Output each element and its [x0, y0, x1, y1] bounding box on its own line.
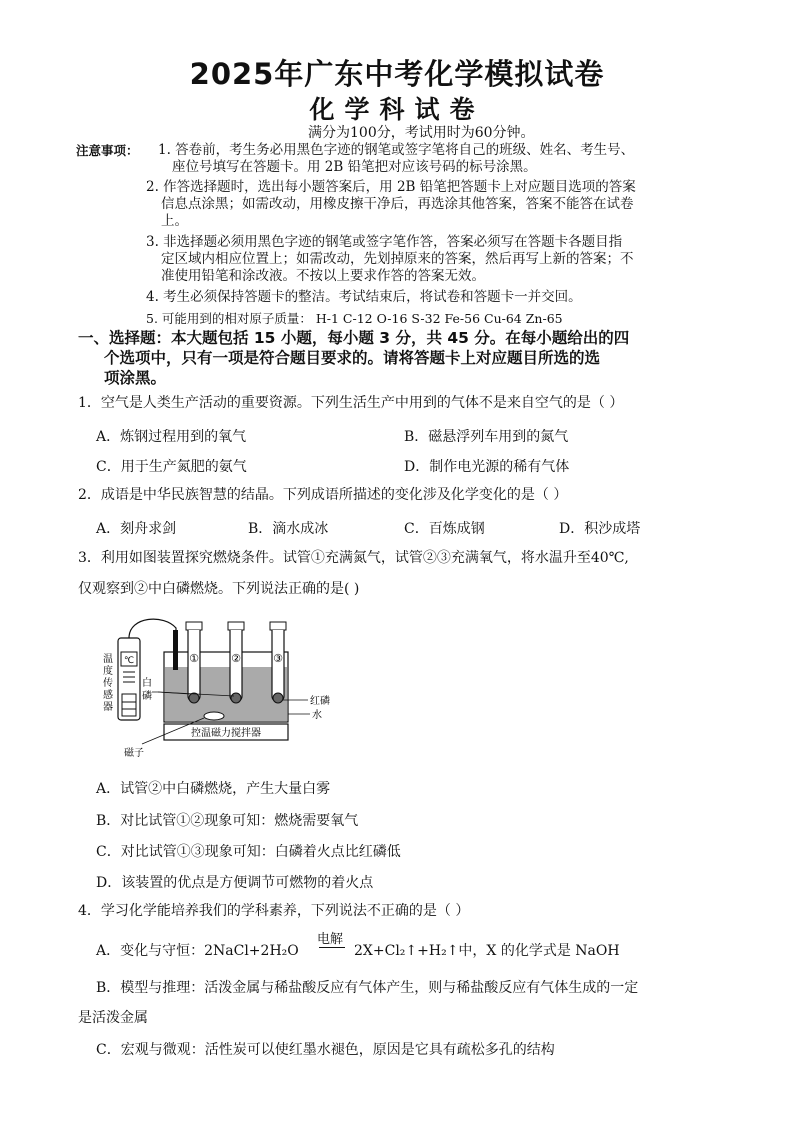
question-3-stem: 仅观察到②中白磷燃烧。下列说法正确的是( )	[78, 581, 360, 597]
sensor-display-unit: ℃	[123, 656, 135, 666]
question-1-stem: 1．空气是人类生产活动的重要资源。下列生活生产中用到的气体不是来自空气的是（ ）	[78, 395, 624, 411]
notice-item: 信息点涂黑；如需改动，用橡皮擦干净后，再选涂其他答案，答案不能答在试卷	[161, 196, 634, 212]
q4-option-b: B．模型与推理：活泼金属与稀盐酸反应有气体产生，则与稀盐酸反应有气体生成的一定	[96, 980, 639, 996]
q3-option-d: D．该装置的优点是方便调节可燃物的着火点	[96, 875, 374, 891]
question-4-stem: 4．学习化学能培养我们的学科素养，下列说法不正确的是（ ）	[78, 903, 470, 919]
water-bath	[165, 667, 287, 721]
q1-option-c: C．用于生产氮肥的氨气	[96, 459, 247, 475]
question-3-stem: 3．利用如图装置探究燃烧条件。试管①充满氮气，试管②③充满氧气，将水温升至40℃,	[78, 550, 629, 566]
section-line: 一、选择题：本大题包括 15 小题，每小题 3 分，共 45 分。在每小题给出的四	[78, 329, 630, 347]
q4-option-a-condition: 电解	[317, 932, 344, 947]
notice-item: 1. 答卷前，考生务必用黑色字迹的钢笔或签字笔将自己的班级、姓名、考生号、	[158, 142, 635, 158]
q1-option-b: B．磁悬浮列车用到的氮气	[404, 429, 569, 445]
notice-item: 4. 考生必须保持答题卡的整洁。考试结束后，将试卷和答题卡一并交回。	[146, 289, 582, 305]
notice-item: 座位号填写在答题卡。用 2B 铅笔把对应该号码的标号涂黑。	[172, 159, 537, 175]
sensor-char: 度	[103, 666, 113, 677]
sensor-char: 器	[103, 702, 113, 713]
notice-item: 3. 非选择题必须用黑色字迹的钢笔或签字笔作答，答案必须写在答题卡各题目指	[146, 234, 623, 250]
apparatus-figure	[94, 610, 334, 760]
tube-label: ①	[189, 652, 199, 665]
white-phosphorus-label: 白	[142, 678, 152, 689]
q3-option-a: A．试管②中白磷燃烧，产生大量白雾	[96, 781, 331, 797]
notice-item: 5. 可能用到的相对原子质量： H-1 C-12 O-16 S-32 Fe-56 Cu-64 Zn-65	[146, 311, 563, 326]
page-title: 2025年广东中考化学模拟试卷	[189, 57, 605, 91]
q2-option-d: D．积沙成塔	[559, 521, 641, 537]
q4-option-a-post: 2X+Cl₂↑+H₂↑中，X 的化学式是 NaOH	[354, 943, 620, 959]
notice-item: 2. 作答选择题时，选出每小题答案后，用 2B 铅笔把答题卡上对应题目选项的答案	[146, 179, 636, 195]
question-2-stem: 2．成语是中华民族智慧的结晶。下列成语所描述的变化涉及化学变化的是（ ）	[78, 487, 568, 503]
sensor-char: 传	[103, 678, 113, 689]
tube-label: ②	[231, 652, 241, 665]
q3-option-c: C．对比试管①③现象可知：白磷着火点比红磷低	[96, 844, 401, 860]
stirrer-label: 控温磁力搅拌器	[191, 728, 261, 739]
sensor-char: 温	[103, 654, 113, 665]
stir-bar-label: 磁子	[124, 748, 144, 759]
q4-option-a-pre: A．变化与守恒：2NaCl+2H₂O	[96, 943, 299, 959]
notice-item: 上。	[161, 213, 188, 229]
q4-option-c: C．宏观与微观：活性炭可以使红墨水褪色，原因是它具有疏松多孔的结构	[96, 1042, 555, 1058]
q4-option-b-cont: 是活泼金属	[78, 1010, 148, 1026]
q1-option-a: A．炼钢过程用到的氧气	[96, 429, 247, 445]
page-subtitle: 化学科试卷	[309, 95, 485, 124]
notice-item: 定区域内相应位置上；如需改动，先划掉原来的答案，然后再写上新的答案；不	[161, 251, 634, 267]
q2-option-b: B．滴水成冰	[248, 521, 329, 537]
white-phosphorus-label: 磷	[142, 691, 152, 702]
notice-item: 准使用铅笔和涂改液。不按以上要求作答的答案无效。	[161, 268, 485, 284]
stir-bar	[204, 712, 224, 720]
q2-option-c: C．百炼成钢	[404, 521, 485, 537]
q1-option-d: D．制作电光源的稀有气体	[404, 459, 570, 475]
sensor-char: 感	[103, 690, 113, 701]
reaction-arrow	[319, 947, 345, 948]
notice-label: 注意事项：	[76, 143, 139, 158]
q2-option-a: A．刻舟求剑	[96, 521, 177, 537]
section-line: 项涂黑。	[104, 369, 167, 387]
exam-meta: 满分为100分，考试用时为60分钟。	[308, 125, 535, 141]
sensor-probe	[173, 630, 178, 670]
water-label: 水	[312, 710, 322, 721]
q3-option-b: B．对比试管①②现象可知：燃烧需要氧气	[96, 813, 359, 829]
section-line: 个选项中，只有一项是符合题目要求的。请将答题卡上对应题目所选的选	[104, 349, 601, 367]
section-heading	[78, 328, 726, 388]
red-phosphorus-label: 红磷	[310, 696, 330, 707]
tube-label: ③	[273, 652, 283, 665]
